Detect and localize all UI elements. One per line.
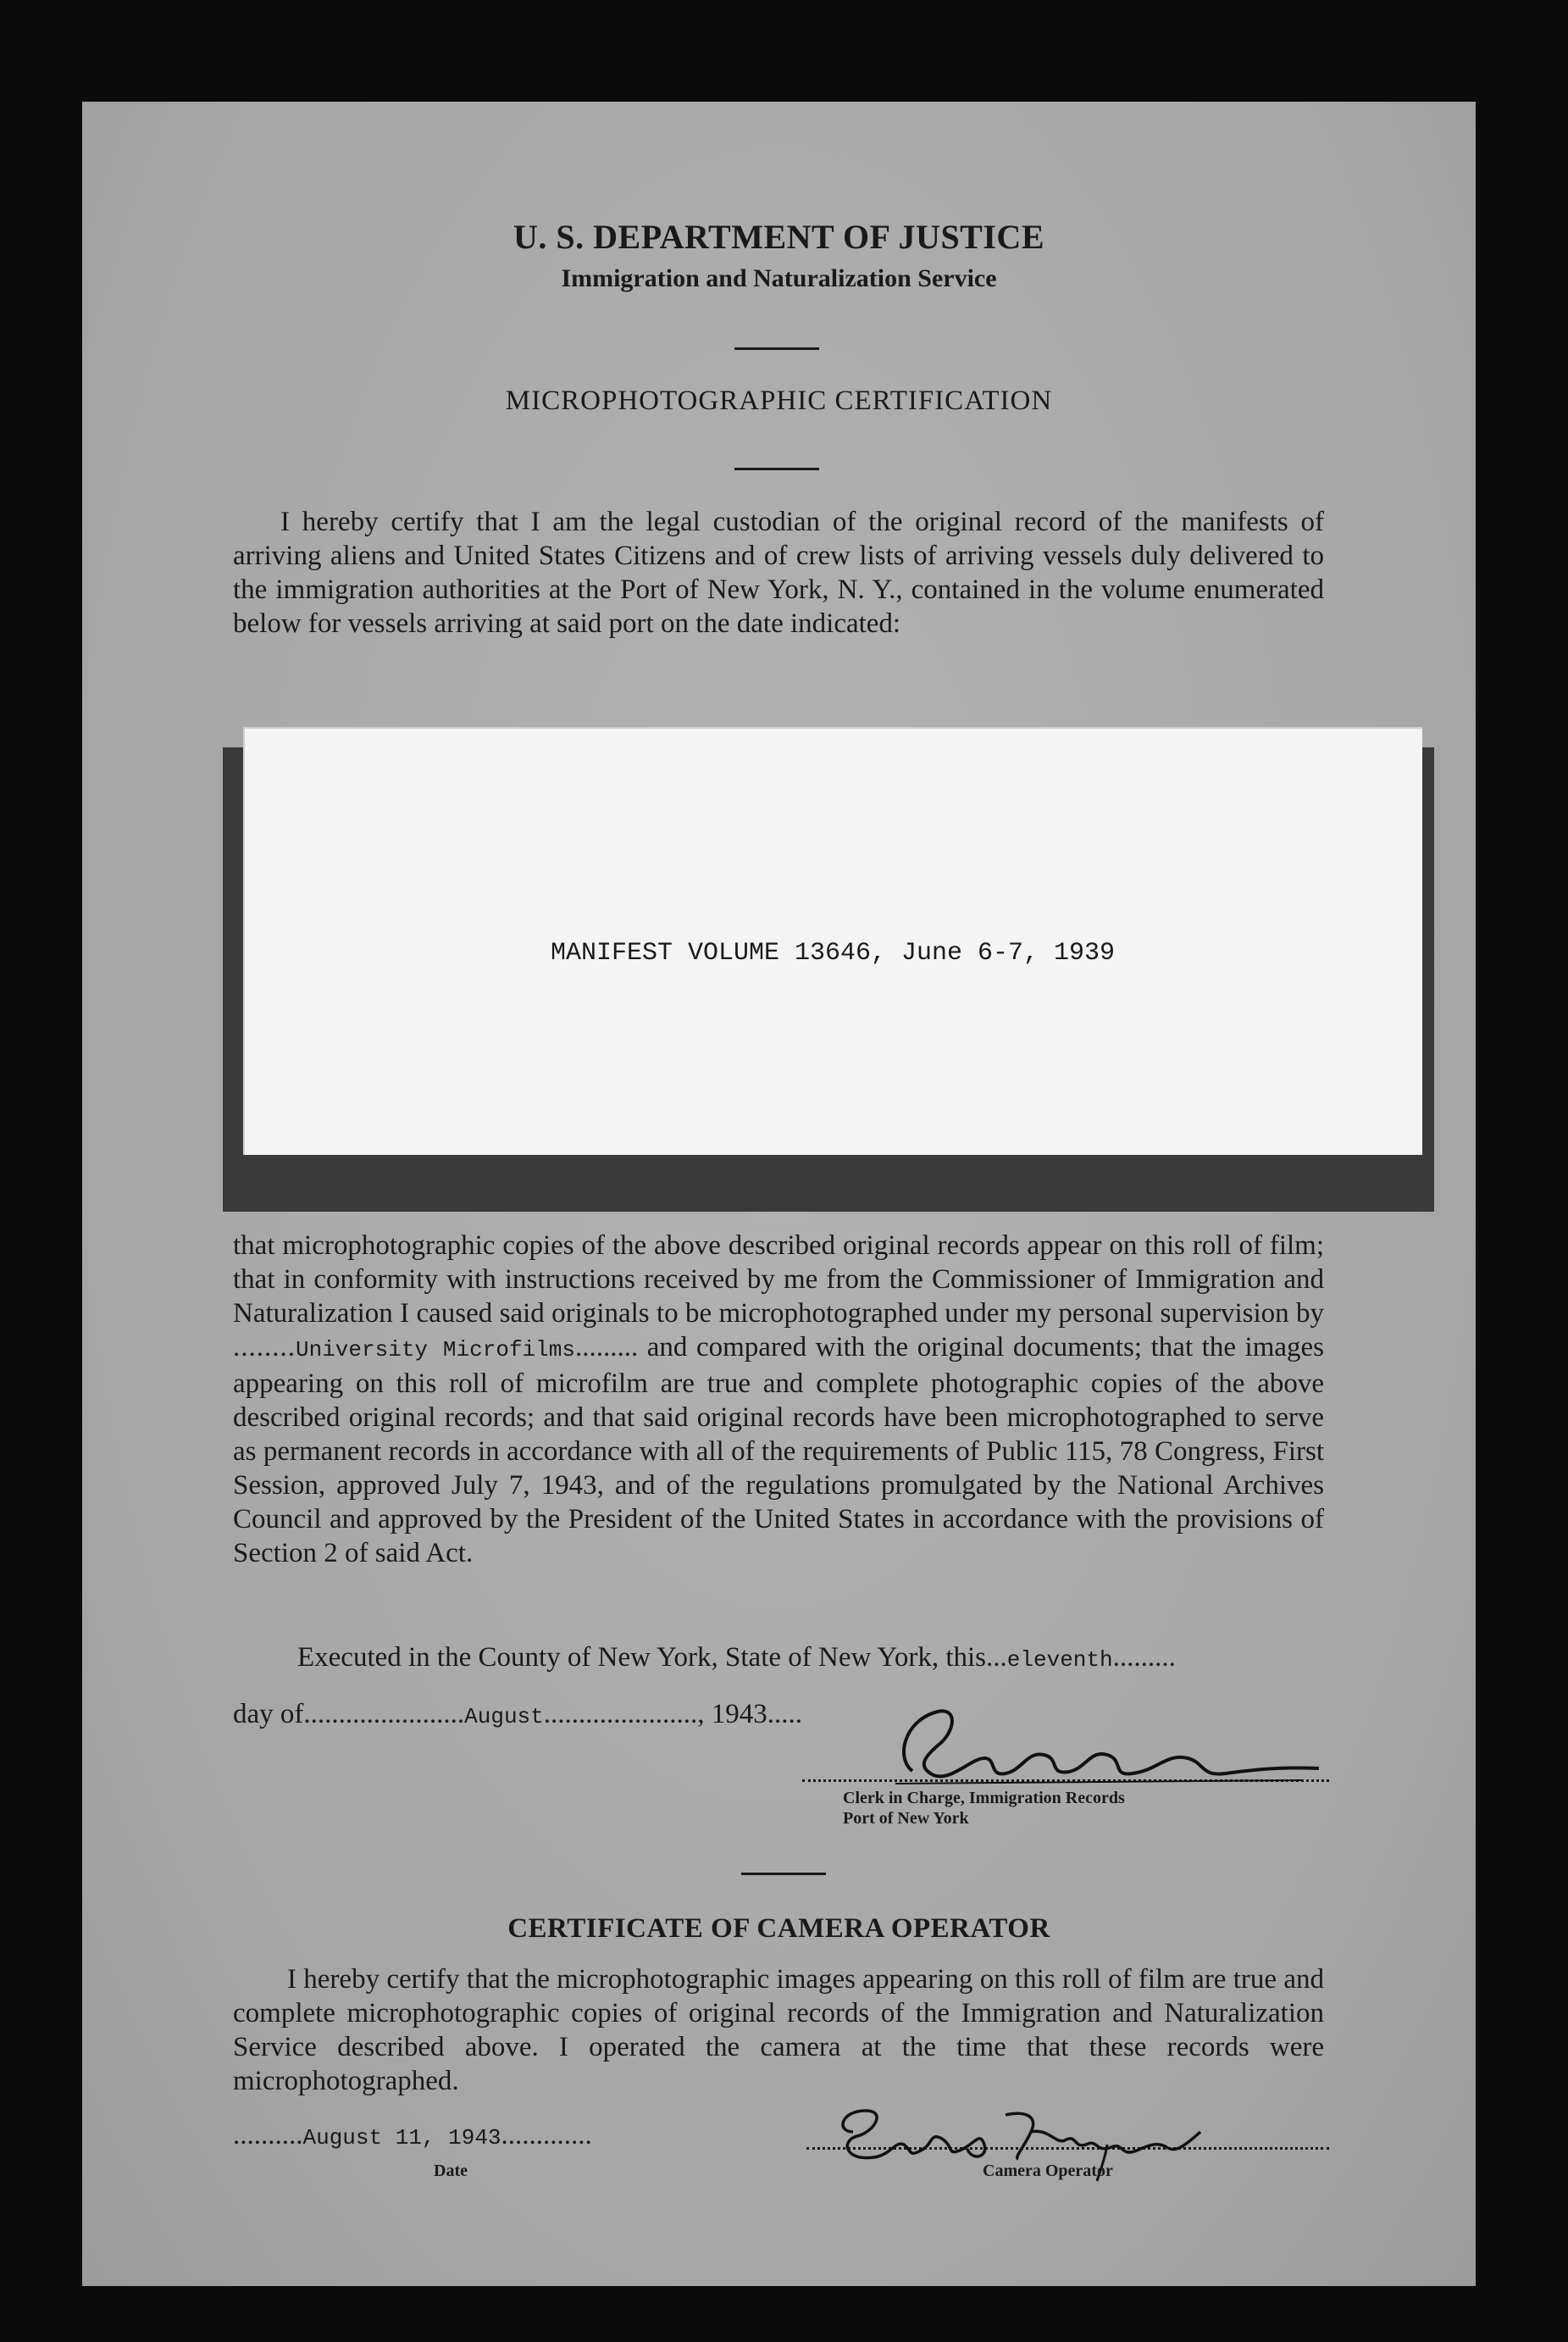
camera-operator-label: Camera Operator bbox=[983, 2162, 1113, 2180]
certification-title: MICROPHOTOGRAPHIC CERTIFICATION bbox=[505, 386, 1053, 416]
month-value: August bbox=[464, 1704, 544, 1729]
executed-line: Executed in the County of New York, State of New York, this...eleventh......... bbox=[297, 1642, 1176, 1673]
camera-certificate-title: CERTIFICATE OF CAMERA OPERATOR bbox=[507, 1913, 1050, 1944]
volume-card-text: MANIFEST VOLUME 13646, June 6-7, 1939 bbox=[550, 938, 1116, 968]
year-prefix: , 194 bbox=[697, 1699, 754, 1729]
heading-divider bbox=[734, 347, 819, 350]
dayof-label: day of bbox=[233, 1699, 304, 1729]
camera-date-value: August 11, 1943 bbox=[302, 2125, 501, 2151]
department-heading: U. S. DEPARTMENT OF JUSTICE bbox=[513, 218, 1044, 256]
camera-certificate-text: I hereby certify that the microphotographic images appearing on this roll of film are true and complete microphotographic copies of original records of the Immigration and Naturalization Service described above. I operated the camera at the time that these records were microphotographed. bbox=[233, 1964, 1324, 2096]
volume-card bbox=[243, 727, 1422, 1155]
camera-date-line: ..........August 11, 1943............. bbox=[233, 2120, 592, 2151]
clerk-signature bbox=[878, 1699, 1327, 1792]
body-text-a: that microphotographic copies of the above described original records appear on this roll of film; that in conformity with instructions received by me from the Commissioner of Immigration and Naturalization I caused said originals to be microphotographed under my personal supervision by bbox=[233, 1230, 1324, 1329]
year-suffix: 3 bbox=[753, 1699, 767, 1729]
executed-prefix: Executed in the County of New York, State of New York, this bbox=[297, 1642, 987, 1673]
service-subheading: Immigration and Naturalization Service bbox=[561, 264, 997, 292]
camera-date-label: Date bbox=[434, 2162, 468, 2180]
clerk-title-1: Clerk in Charge, Immigration Records bbox=[843, 1789, 1125, 1807]
certificate-sheet bbox=[82, 102, 1476, 2286]
photographer-value: University Microfilms bbox=[296, 1337, 575, 1362]
body-text-b: and compared with the original documents; that the images appearing on this roll of microfilm are true and complete photographic copies of the above described original records; and that said original records have been microphotographed to serve as permanent records in accordance with all of the requirements of Public 115, 78 Congress, First Session, approved July 7, 1943, and of the regulations promulgated by the National Archives Council and approved by the President of the United States in accordance with the provisions of Section 2 of said Act. bbox=[233, 1332, 1325, 1568]
camera-divider bbox=[741, 1873, 826, 1875]
intro-paragraph: I hereby certify that I am the legal custodian of the original record of the manifests of arriving aliens and United States Citizens and of crew lists of arriving vessels duly delivered to the immigration authorities at the Port of New York, N. Y., contained in the volume enumerated below for vessels arriving at said port on the date indicated: bbox=[233, 507, 1324, 639]
title-divider bbox=[734, 468, 819, 470]
certification-body: that microphotographic copies of the above described original records appear on this roll of film; that in conformity with instructions received by me from the Commissioner of Immigration and Naturalization I caused said originals to be microphotographed under my personal supervision by ........University Microfilms......... and compared with the original documents; that the images appearing on this roll of microfilm are true and complete photographic copies of the above described original records; and that said original records have been microphotographed to serve as permanent records in accordance with all of the requirements of Public 115, 78 Congress, First Session, approved July 7, 1943, and of the regulations promulgated by the National Archives Council and approved by the President of the United States in accordance with the provisions of Section 2 of said Act. bbox=[233, 1230, 1325, 1568]
clerk-title-2: Port of New York bbox=[843, 1809, 969, 1828]
executed-day-value: eleventh bbox=[1006, 1647, 1113, 1673]
date-of-line: day of.......................August......................, 1943..... bbox=[233, 1699, 803, 1729]
